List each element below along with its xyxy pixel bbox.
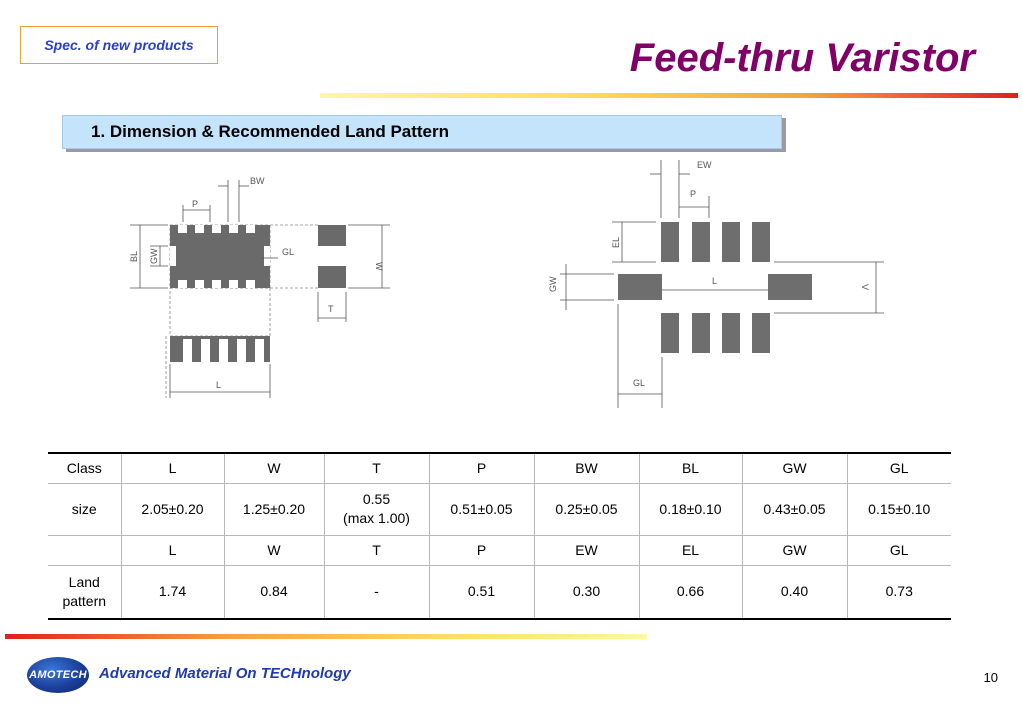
table-cell: 0.73 — [847, 565, 951, 619]
table-cell: L — [121, 453, 224, 483]
label-gl: GL — [282, 247, 295, 257]
table-cell: 0.55 (max 1.00) — [324, 483, 429, 535]
table-cell: - — [324, 565, 429, 619]
page-number: 10 — [983, 670, 998, 685]
table-cell: 0.40 — [742, 565, 847, 619]
label-gw: GW — [149, 248, 159, 264]
chip-top-view — [170, 225, 270, 288]
class-row — [48, 453, 951, 483]
label-ew: EW — [697, 160, 712, 170]
land-pattern-pads — [618, 222, 812, 353]
table-cell: 0.30 — [534, 565, 639, 619]
table-cell: 0.51±0.05 — [429, 483, 534, 535]
table-cell: EL — [639, 535, 742, 565]
table-cell: 0.51 — [429, 565, 534, 619]
table-cell: 1.25±0.20 — [224, 483, 324, 535]
label-gl-right: GL — [633, 378, 646, 388]
table-cell: W — [224, 453, 324, 483]
label-el: EL — [611, 236, 621, 248]
table-cell — [48, 535, 121, 565]
table-cell: 2.05±0.20 — [121, 483, 224, 535]
table-cell: 1.74 — [121, 565, 224, 619]
land-label-row — [48, 535, 951, 565]
company-tagline: Advanced Material On TECHnology — [99, 665, 351, 682]
table-cell: P — [429, 535, 534, 565]
table-cell: L — [121, 535, 224, 565]
label-w: W — [374, 262, 384, 271]
table-cell: W — [224, 535, 324, 565]
table-cell: BL — [639, 453, 742, 483]
table-cell: 0.66 — [639, 565, 742, 619]
table-cell: 0.43±0.05 — [742, 483, 847, 535]
table-cell: 0.15±0.10 — [847, 483, 951, 535]
table-cell: 0.25±0.05 — [534, 483, 639, 535]
table-cell: EW — [534, 535, 639, 565]
table-cell: T — [324, 453, 429, 483]
label-l-right: L — [712, 276, 718, 286]
table-cell: P — [429, 453, 534, 483]
label-bw: BW — [250, 176, 265, 186]
label-l: L — [216, 380, 222, 390]
label-gw-right: GW — [548, 276, 558, 292]
table-cell: 0.84 — [224, 565, 324, 619]
footer-divider — [5, 634, 647, 639]
label-t: T — [328, 304, 334, 314]
table-cell: size — [48, 483, 121, 535]
size-row — [48, 483, 951, 535]
table-cell: 0.18±0.10 — [639, 483, 742, 535]
table-cell: Class — [66, 459, 102, 476]
table-cell: GL — [847, 453, 951, 483]
table-cell: GW — [742, 535, 847, 565]
table-cell: GW — [742, 453, 847, 483]
label-p-right: P — [690, 189, 697, 199]
page-title: Feed-thru Varistor — [629, 36, 975, 80]
company-logo: AMOTECH — [27, 657, 89, 693]
land-pattern-row — [48, 565, 951, 619]
table-cell: BW — [534, 453, 639, 483]
label-p: P — [192, 199, 199, 209]
section-heading: 1. Dimension & Recommended Land Pattern — [62, 115, 782, 149]
label-bl: BL — [129, 250, 139, 262]
dimension-table — [48, 452, 951, 620]
table-cell: T — [324, 535, 429, 565]
spec-label: Spec. of new products — [20, 26, 218, 64]
table-cell: Land pattern — [48, 565, 121, 619]
table-cell: GL — [847, 535, 951, 565]
label-w-right: V — [860, 284, 870, 291]
